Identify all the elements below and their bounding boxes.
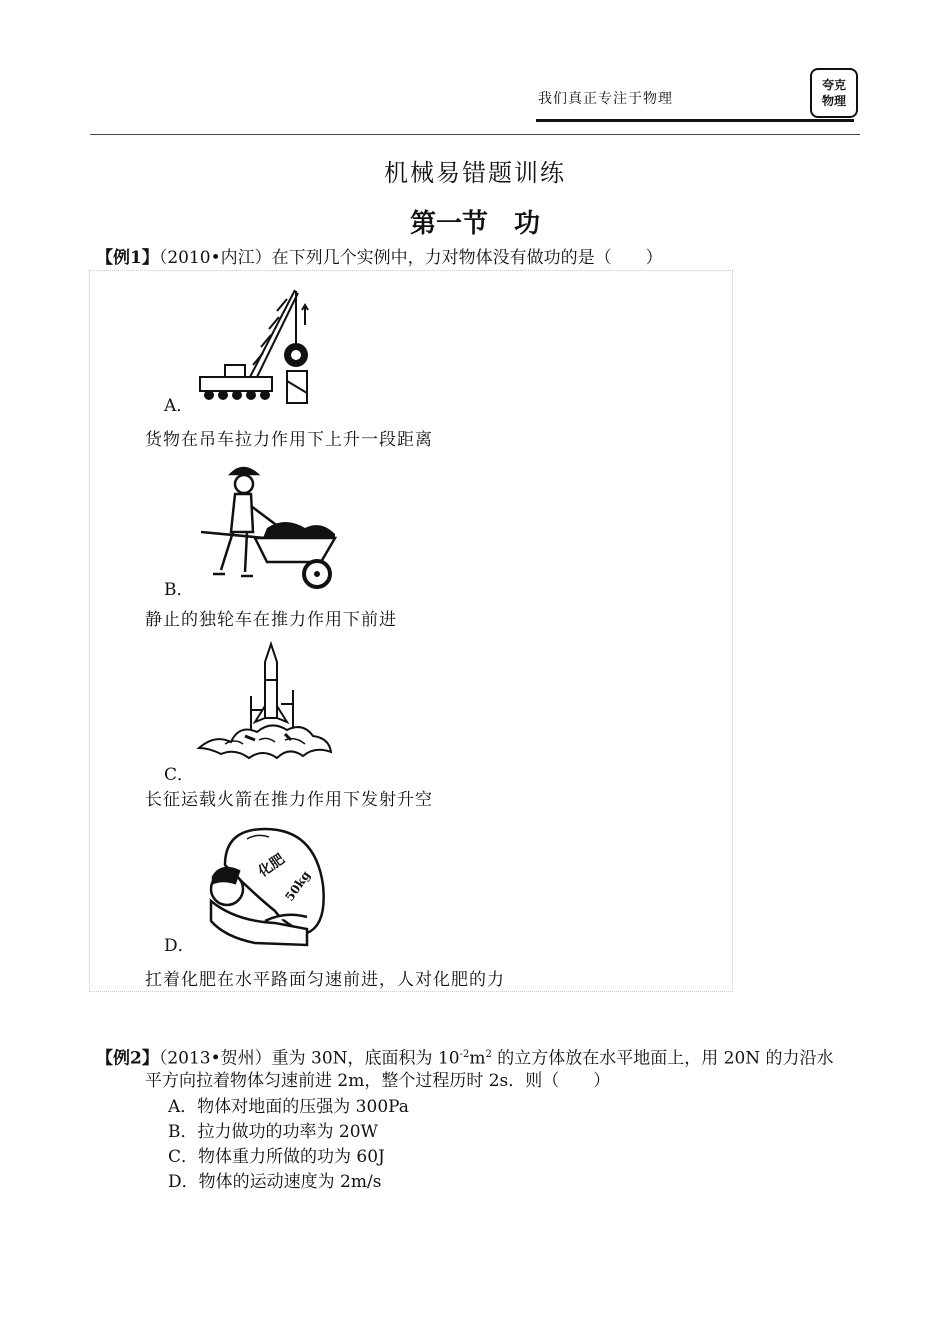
example2-exponent2: 2 [485,1049,492,1060]
example1-tag: 【例1】 [96,248,159,268]
example2-stem-part3: 的立方体放在水平地面上，用 20N 的力沿水 [491,1048,834,1069]
example2-option-a-text: 物体对地面的压强为 300Pa [197,1097,409,1117]
sack-label-weight: 50kg [282,868,314,904]
example1-source: （2010•内江） [158,248,272,268]
example2-option-c-text: 物体重力所做的功为 60J [198,1147,385,1167]
example2-exponent1: -2 [459,1049,470,1060]
example1-options-box [89,270,733,992]
example2-stem-part1: 重为 30N，底面积为 10 [271,1048,460,1069]
example2-tag: 【例2】 [96,1048,159,1069]
header-slogan: 我们真正专注于物理 [538,91,673,107]
example1-question [96,246,663,270]
example1-option-b-text: 静止的独轮车在推力作用下前进 [145,610,397,630]
example2-option-c [168,1145,385,1169]
header-underline [536,119,854,122]
section-title: 第一节 功 [409,209,540,239]
example1-option-b-letter: B． [164,580,194,600]
man-pushing-wheelbarrow-icon [195,462,345,590]
example2-option-d-letter: D． [168,1172,199,1192]
logo-line2: 物理 [821,94,846,108]
example2-source: （2013•贺州） [158,1048,272,1069]
document-title: 机械易错题训练 [384,159,566,187]
example2-option-a-letter: A． [168,1097,198,1117]
example2-option-d [168,1170,381,1194]
example2-option-d-text: 物体的运动速度为 2m/s [198,1172,382,1192]
example1-stem: 在下列几个实例中，力对物体没有做功的是（ ） [271,248,663,268]
example1-option-d-text: 扛着化肥在水平路面匀速前进，人对化肥的力 [145,970,505,990]
example2-question-line1 [96,1043,834,1071]
header-rule [90,134,860,135]
example2-option-b-text: 拉力做功的功率为 20W [197,1122,379,1142]
sack-label-name: 化肥 [255,851,288,881]
example1-option-a-text: 货物在吊车拉力作用下上升一段距离 [145,430,433,450]
example1-option-a-letter: A． [164,396,194,416]
example1-option-c-text: 长征运载火箭在推力作用下发射升空 [145,790,433,810]
example2-question-line2: 平方向拉着物体匀速前进 2m，整个过程历时 2s．则（ ） [145,1071,611,1091]
example2-option-b [168,1120,378,1144]
example2-option-a [168,1095,409,1119]
example2-option-c-letter: C． [168,1147,199,1167]
logo [810,68,858,118]
crane-lifting-cargo-icon [195,285,325,407]
logo-line1: 夸克 [821,78,846,92]
example2-option-b-letter: B． [168,1122,198,1142]
example2-stem-part2: m [469,1048,486,1069]
rocket-launch-icon [195,640,335,770]
example1-option-d-letter: D． [164,936,195,956]
example1-option-c-letter: C． [164,765,195,785]
man-carrying-fertilizer-sack-icon [195,825,335,947]
